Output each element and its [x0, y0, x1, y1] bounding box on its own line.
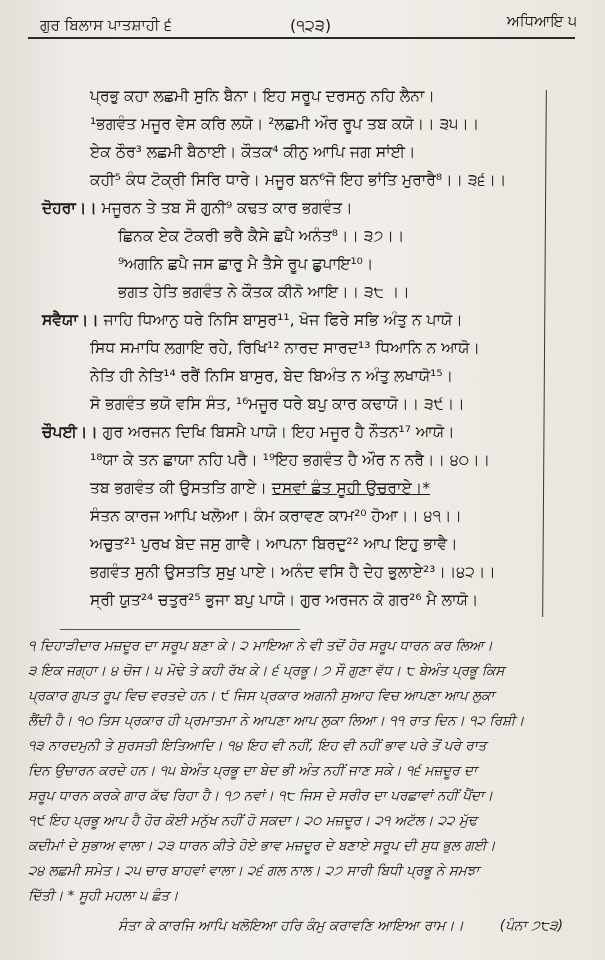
verse-meter-tag: ਸਵੈਯਾ।। [42, 311, 99, 329]
verse-line: ⁹ਅਗਨਿ ਛਪੈ ਜਸ ਛਾਰੁ ਮੈ ਤੈਸੇ ਰੂਪ ਛੁਪਾਇ¹⁰। [118, 255, 374, 273]
verse-line: ਭਗਤ ਹੇਤਿ ਭਗਵੰਤ ਨੇ ਕੌਤਕ ਕੀਨੋ ਆਇ।। ੩੮ ।। [118, 283, 410, 301]
book-title: ਗੁਰ ਬਿਲਾਸ ਪਾਤਸ਼ਾਹੀ ੬ [40, 16, 172, 34]
footnote-line: ਲੈਂਦੀ ਹੈ। ੧੦ ਤਿਸ ਪ੍ਰਕਾਰ ਹੀ ਪ੍ਰਮਾਤਮਾ ਨੇ ਆਪਣਾ ਆਪ ਲੁਕਾ ਲਿਆ। ੧੧ ਰਾਤ ਦਿਨ। ੧੨ ਰਿਸ਼ੀ। [28, 713, 525, 729]
verse-line: ਭਗਵੰਤ ਸੁਨੀ ਉਸਤਤਿ ਸੁਖੁ ਪਾਏ। ਅਨੰਦ ਵਸਿ ਹੈ ਦੇਹ ਭੁਲਾਏ²³।।੪੨।। [90, 563, 496, 581]
header-rule [28, 37, 575, 39]
reference-page: (ਪੰਨਾ ੭੮੩) [499, 918, 563, 934]
page-number: (੧੨੩) [290, 16, 332, 35]
verse-meter-tag: ਚੌਪਈ।। [42, 423, 98, 441]
footnote-line: ੧੩ ਨਾਰਦਮੁਨੀ ਤੇ ਸੁਰਸਤੀ ਇਤਿਆਦਿ। ੧੪ ਇਹ ਵੀ ਨਹੀਂ, ਇਹ ਵੀ ਨਹੀਂ ਭਾਵ ਪਰੇ ਤੋਂ ਪਰੇ ਰਾਤ [28, 738, 487, 754]
verse-line: ਸ੍ਰੀ ਯੁਤ²⁴ ਚਤੁਰ²⁵ ਭੁਜਾ ਬਪੁ ਪਾਯੋ। ਗੁਰ ਅਰਜਨ ਕੋ ਗਰ²⁶ ਮੈ ਲਾਯੋ। [90, 591, 479, 609]
scripture-reference [118, 918, 563, 934]
verse-line: ਸੋ ਭਗਵੰਤ ਭਯੋ ਵਸਿ ਸੰਤ, ¹⁶ਮਜੂਰ ਧਰੇ ਬਪੁ ਕਾਰ ਕਢਾਯੋ।। ੩੯।। [90, 395, 465, 413]
verse-line: ਪ੍ਰਭੁ ਕਹਾ ਲਛਮੀ ਸੁਨਿ ਬੈਨਾ। ਇਹ ਸਰੂਪ ਦਰਸਨੁ ਨਹਿ ਲੈਨਾ। [90, 87, 435, 105]
footnote-line: ਦਿਨ ਉਚਾਰਨ ਕਰਦੇ ਹਨ। ੧੫ ਬੇਅੰਤ ਪ੍ਰਭੂ ਦਾ ਬੇਦ ਭੀ ਅੰਤ ਨਹੀਂ ਜਾਣ ਸਕੇ। ੧੬ ਮਜ਼ਦੂਰ ਦਾ [28, 763, 477, 779]
footnote-line: ੧ ਦਿਹਾੜੀਦਾਰ ਮਜ਼ਦੂਰ ਦਾ ਸਰੂਪ ਬਣਾ ਕੇ। ੨ ਮਾਇਆ ਨੇ ਵੀ ਤਦੋਂ ਹੋਰ ਸਰੂਪ ਧਾਰਨ ਕਰ ਲਿਆ। [28, 638, 493, 654]
footnote-line: ਪ੍ਰਕਾਰ ਗੁਪਤ ਰੂਪ ਵਿਚ ਵਰਤਦੇ ਹਨ। ੯ ਜਿਸ ਪ੍ਰਕਾਰ ਅਗਨੀ ਸੁਆਹ ਵਿਚ ਆਪਣਾ ਆਪ ਲੁਕਾ [28, 688, 495, 704]
footnote-line: ਦਿੱਤੀ। * ਸੂਹੀ ਮਹਲਾ ੫ ਛੰਤ। [28, 888, 179, 904]
verse-line: ਕਹੀ⁵ ਕੰਧ ਟੋਕ੍ਰੀ ਸਿਰਿ ਧਾਰੇ। ਮਜੂਰ ਬਨ⁶ਜੋ ਇਹ ਭਾਂਤਿ ਮੁਰਾਰੈ⁸।। ੩੬।। [90, 171, 507, 189]
underlined-note: ਦਸਵਾਂ ਛੰਤ ਸੂਹੀ ਉਚਰਾਏ।* [271, 479, 430, 497]
verse-line: ਛਿਨਕ ਏਕ ਟੋਕਰੀ ਭਰੈ ਕੈਸੇ ਛਪੈ ਅਨੰਤ⁸।। ੩੭।। [118, 227, 405, 245]
verse-line: ਦੋਹਰਾ।। ਮਜੂਰਨ ਤੇ ਤਬ ਸੌ ਗੁਨੀ⁹ ਕਢਤ ਕਾਰ ਭਗਵੰਤ। [42, 199, 353, 217]
verse-line: ਤਬ ਭਗਵੰਤ ਕੀ ਉਸਤਤਿ ਗਾਏ। ਦਸਵਾਂ ਛੰਤ ਸੂਹੀ ਉਚਰਾਏ।* [90, 479, 430, 497]
verse-line: ਸੰਤਨ ਕਾਰਜ ਆਪਿ ਖਲੋਆ। ਕੰਮ ਕਰਾਵਣ ਕਾਮ²⁰ ਹੋਆ।। ੪੧।। [90, 507, 462, 525]
verse-meter-tag: ਦੋਹਰਾ।। [42, 199, 97, 217]
verse-line: ਅਚੁਤ²¹ ਪੁਰਖ ਬੇਦ ਜਸੁ ਗਾਵੈ। ਆਪਨਾ ਬਿਰਦੁ²² ਆਪ ਇਹੁ ਭਾਵੈ। [90, 535, 458, 553]
verse-line: ¹ਭਗਵੰਤ ਮਜੂਰ ਵੇਸ ਕਰਿ ਲਯੋ। ²ਲਛਮੀ ਔਰ ਰੂਪ ਤਬ ਕਯੋ।। ੩੫।। [90, 115, 480, 133]
verse-line: ਏਕ ਠੌਰ³ ਲਛਮੀ ਬੈਠਾਈ। ਕੌਤਕ⁴ ਕੀਨੁ ਆਪਿ ਜਗ ਸਾਂਈ। [90, 143, 416, 161]
footnote-line: ੧੯ ਇਹ ਪ੍ਰਭੂ ਆਪ ਹੈ ਹੋਰ ਕੋਈ ਮਨੁੱਖ ਨਹੀਂ ਹੋ ਸਕਦਾ। ੨੦ ਮਜ਼ਦੂਰ। ੨੧ ਅਟੱਲ। ੨੨ ਮੁੱਢ [28, 813, 477, 829]
page-header [30, 8, 585, 38]
footnote-line: ਕਦੀਮਾਂ ਦੇ ਸੁਭਾਅ ਵਾਲਾ। ੨੩ ਧਾਰਨ ਕੀਤੇ ਹੋਏ ਭਾਵ ਮਜ਼ਦੂਰ ਦੇ ਬਣਾਏ ਸਰੂਪ ਦੀ ਸੁਧ ਭੁਲ ਗਈ। [28, 838, 496, 854]
verse-line: ਸਵੈਯਾ।। ਜਾਹਿ ਧਿਆਨੁ ਧਰੇ ਨਿਸਿ ਬਾਸੁਰ¹¹, ਖੋਜ ਫਿਰੇ ਸਭਿ ਅੰਤੁ ਨ ਪਾਯੋ। [42, 311, 463, 329]
footnote-separator [60, 629, 300, 630]
verse-line: ਸਿਧ ਸਮਾਧਿ ਲਗਾਇ ਰਹੇ, ਰਿਖਿ¹² ਨਾਰਦ ਸਾਰਦ¹³ ਧਿਆਨਿ ਨ ਆਯੋ। [90, 339, 480, 357]
chapter-label: ਅਧਿਆਇ ੫ [506, 12, 577, 30]
footnote-line: ੩ ਇਕ ਜਗ੍ਹਾ। ੪ ਚੋਜ। ੫ ਮੋਢੇ ਤੇ ਕਹੀ ਰੱਖ ਕੇ। ੬ ਪ੍ਰਭੂ। ੭ ਸੌ ਗੁਣਾ ਵੱਧ। ੮ ਬੇਅੰਤ ਪ੍ਰਭੂ ਕਿਸ [28, 663, 505, 679]
verse-line: ¹⁸ਯਾ ਕੇ ਤਨ ਛਾਯਾ ਨਹਿ ਪਰੈ। ¹⁹ਇਹ ਭਗਵੰਤ ਹੈ ਔਰ ਨ ਨਰੈ।। ੪੦।। [90, 451, 491, 469]
footnote-line: ਸਰੂਪ ਧਾਰਨ ਕਰਕੇ ਗਾਰ ਕੱਢ ਰਿਹਾ ਹੈ। ੧੭ ਨਵਾਂ। ੧੮ ਜਿਸ ਦੇ ਸਰੀਰ ਦਾ ਪਰਛਾਵਾਂ ਨਹੀਂ ਪੈਂਦਾ। [28, 788, 494, 804]
margin-line [542, 90, 547, 617]
reference-text: ਸੰਤਾ ਕੇ ਕਾਰਜਿ ਆਪਿ ਖਲੋਇਆ ਹਰਿ ਕੰਮੁ ਕਰਾਵਣਿ ਆਇਆ ਰਾਮ।। [118, 918, 464, 934]
verse-line: ਚੌਪਈ।। ਗੁਰ ਅਰਜਨ ਦਿਖਿ ਬਿਸਮੈ ਪਾਯੋ। ਇਹ ਮਜੂਰ ਹੈ ਨੌਤਨ¹⁷ ਆਯੋ। [42, 423, 455, 441]
footnote-line: ੨੪ ਲਛਮੀ ਸਮੇਤ। ੨੫ ਚਾਰ ਬਾਹਵਾਂ ਵਾਲਾ। ੨੬ ਗਲ ਨਾਲ। ੨੭ ਸਾਰੀ ਬਿਧੀ ਪ੍ਰਭੂ ਨੇ ਸਮਝਾ [28, 863, 480, 879]
verse-line: ਨੇਤਿ ਹੀ ਨੇਤਿ¹⁴ ਰਰੈਂ ਨਿਸਿ ਬਾਸੁਰ, ਬੇਦ ਬਿਅੰਤ ਨ ਅੰਤੁ ਲਖਾਯੋ¹⁵। [90, 367, 454, 385]
